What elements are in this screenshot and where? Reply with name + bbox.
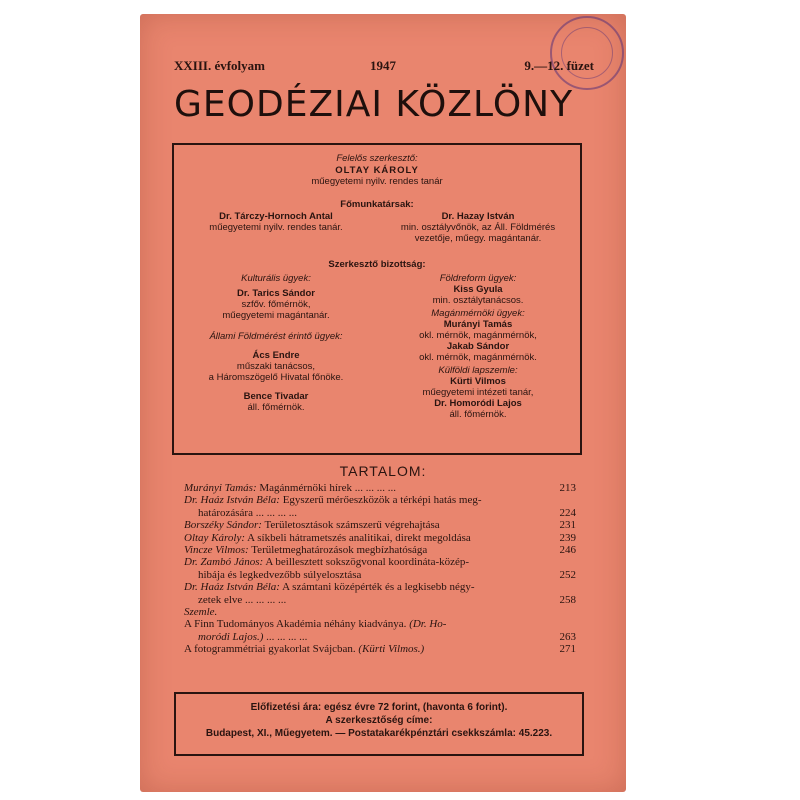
foreign-name-2: Dr. Homoródi Lajos (434, 398, 522, 409)
private-role-2: okl. mérnök, magánmérnök. (419, 352, 537, 363)
foreign-role-1: műegyetemi intézeti tanár, (422, 387, 534, 398)
cultural-name: Dr. Tarics Sándor (237, 288, 315, 299)
subscription-price: Előfizetési ára: egész évre 72 forint, (havonta 6 forint). (250, 702, 508, 713)
journal-cover (140, 14, 626, 792)
toc-author: (Kürti Vilmos.) (358, 643, 425, 656)
editor-name: OLTAY KÁROLY (335, 165, 419, 176)
private-role-1: okl. mérnök, magánmérnök, (419, 330, 537, 341)
toc-page: 271 (559, 643, 576, 656)
toc-entry: Területosztások számszerű végrehajtása (264, 519, 440, 532)
collaborator-left-role: műegyetemi nyilv. rendes tanár. (209, 222, 343, 233)
collaborator-left-name: Dr. Tárczy-Hornoch Antal (219, 211, 333, 222)
collaborator-right-role-2: vezetője, műegy. magántanár. (414, 233, 542, 244)
toc-author: Dr. Haáz István Béla: (184, 581, 280, 594)
toc-page: 252 (559, 568, 576, 581)
toc-author: Dr. Haáz István Béla: (184, 494, 280, 507)
bence-role: áll. főmérnök. (247, 402, 305, 413)
land-name: Kiss Gyula (453, 284, 503, 295)
toc-dots: ... ... ... ... (354, 482, 396, 494)
issue-label: 9.—12. füzet (524, 58, 594, 73)
journal-title: GEODÉZIAI KÖZLÖNY (174, 84, 574, 125)
collaborator-right (378, 211, 578, 244)
toc-page: 258 (559, 593, 576, 606)
toc-row-cont (184, 507, 576, 519)
toc-dots: ... ... ... ... (255, 506, 297, 519)
toc-row (184, 643, 576, 655)
private-name-2: Jakab Sándor (446, 341, 510, 352)
toc-entry: A síkbeli hátrametszés analitikai, direkt megoldása (247, 531, 471, 544)
editor-label: Felelős szerkesztő: (336, 153, 418, 164)
toc-row (184, 544, 576, 556)
toc-page: 239 (559, 531, 576, 544)
toc-page: 224 (559, 506, 576, 519)
toc-author: Dr. Zambó János: (184, 556, 264, 569)
toc-author: (Dr. Ho- (409, 618, 447, 631)
committee-left (176, 273, 376, 413)
toc-entry: A számtani középérték és a legkisebb négy- (282, 581, 475, 594)
toc-row-cont (184, 569, 576, 581)
year-label: 1947 (370, 58, 396, 73)
toc-entry: Magánmérnöki hírek (259, 482, 352, 494)
cultural-label: Kulturális ügyek: (241, 273, 311, 284)
toc-entry: A Finn Tudományos Akadémia néhány kiadványa. (184, 618, 407, 631)
foreign-role-2: áll. főmérnök. (449, 409, 507, 420)
foreign-label: Külföldi lapszemle: (438, 365, 518, 376)
toc-author: Oltay Károly: (184, 531, 245, 544)
committee-right (378, 273, 578, 420)
state-name: Ács Endre (252, 350, 300, 361)
land-role: min. osztálytanácsos. (432, 295, 524, 306)
collaborator-right-name: Dr. Hazay István (441, 211, 515, 222)
toc-row (184, 556, 576, 568)
table-of-contents (184, 482, 576, 655)
editorial-box (172, 143, 582, 455)
toc-row (184, 482, 576, 494)
collaborator-right-role-1: min. osztályvőnök, az Áll. Földmérés (400, 222, 556, 233)
toc-section (184, 606, 576, 618)
toc-entry: Egyszerű mérőeszközök a térképi hatás meg- (282, 494, 482, 507)
toc-row (184, 618, 576, 630)
collaborator-left (176, 211, 376, 233)
toc-page: 246 (559, 543, 576, 556)
toc-page: 213 (559, 482, 576, 494)
bence-name: Bence Tivadar (243, 391, 309, 402)
state-role-1: műszaki tanácsos, (236, 361, 316, 372)
toc-page: 231 (559, 519, 576, 532)
toc-row (184, 532, 576, 544)
state-role-2: a Háromszögelő Hivatal főnöke. (208, 372, 344, 383)
toc-entry-cont: zetek elve (198, 593, 243, 606)
subscription-box (174, 692, 584, 756)
cultural-role-1: szfőv. főmérnök, (241, 299, 311, 310)
toc-title: TARTALOM: (339, 463, 427, 479)
volume-label: XXIII. évfolyam (174, 58, 265, 73)
toc-author: Borszéky Sándor: (184, 519, 262, 532)
toc-dots: ... ... ... ... (245, 593, 287, 606)
library-stamp (550, 16, 624, 90)
land-label: Földreform ügyek: (439, 273, 517, 284)
toc-row-cont (184, 631, 576, 643)
toc-author: Murányi Tamás: (184, 482, 257, 494)
toc-section-label: Szemle. (184, 605, 218, 618)
toc-row-cont (184, 594, 576, 606)
committee-label: Szerkesztő bizottság: (328, 259, 426, 270)
private-name-1: Murányi Tamás (443, 319, 513, 330)
toc-entry: A fotogrammétriai gyakorlat Svájcban. (184, 643, 356, 656)
subscription-address: Budapest, XI., Műegyetem. — Postatakarékpénztári csekkszámla: 45.223. (205, 728, 553, 739)
cultural-role-2: műegyetemi magántanár. (222, 310, 330, 321)
toc-entry: A beillesztett sokszögvonal koordináta-közép- (265, 556, 470, 569)
toc-row (184, 494, 576, 506)
state-label: Állami Földmérést érintő ügyek: (209, 331, 343, 342)
toc-dots: ... ... ... ... (266, 630, 308, 643)
toc-row (184, 581, 576, 593)
editor-role: műegyetemi nyilv. rendes tanár (311, 176, 443, 187)
toc-entry: Területmeghatározások megbízhatósága (251, 543, 428, 556)
private-label: Magánmérnöki ügyek: (431, 308, 525, 319)
toc-entry-cont: határozására (198, 506, 253, 519)
toc-row (184, 519, 576, 531)
toc-page: 263 (559, 630, 576, 643)
toc-author: Vincze Vilmos: (184, 543, 249, 556)
foreign-name-1: Kürti Vilmos (450, 376, 506, 387)
toc-entry-cont: hibája és legkedvezőbb súlyelosztása (198, 568, 362, 581)
toc-entry-cont: moródi Lajos.) (198, 630, 264, 643)
subscription-address-label: A szerkesztőség címe: (325, 715, 433, 726)
collaborators-label: Főmunkatársak: (340, 199, 414, 210)
